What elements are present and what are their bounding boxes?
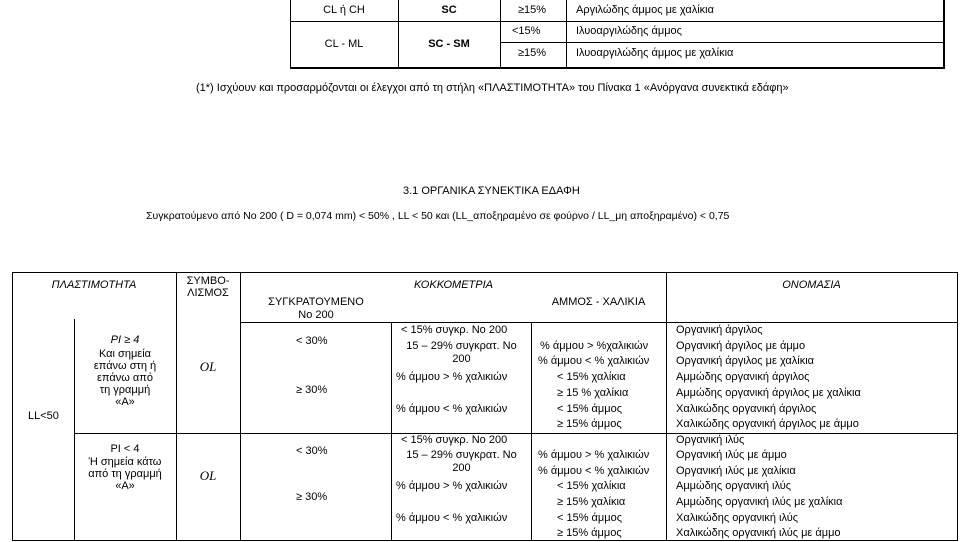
upper-name-row5: Αμμώδης οργανική άργιλος με χαλίκια [676,387,861,399]
lower-g1-row1: < 15% συγκρ. Νο 200 [401,434,508,446]
upper-name-row7: Χαλικώδης οργανική άργιλος με άμμο [676,418,859,430]
lower-g1-row2: 15 – 29% συγκρατ. Νο 200 [406,449,517,474]
upper-g2-row5: ≥ 15 % χαλίκια [557,387,629,399]
header-name: ΟΝΟΜΑΣΙΑ [782,279,841,291]
lower-g2-row7: ≥ 15% άμμος [557,527,622,539]
lower-g2-row4: < 15% χαλίκια [557,480,626,492]
top-symbol-1: SC [441,4,457,16]
pi-upper-desc: Και σημεία επάνω στη ή επάνω από τη γραμμή «Α» [93,348,157,408]
upper-g1-row4: % άμμου > % χαλικιών [396,371,508,383]
lower-name-row1: Οργανική ιλύς [676,434,745,446]
top-group-1: CL ή CH [323,4,365,16]
header-symbol: ΣΥΜΒΟ-ΛΙΣΜΟΣ [186,275,230,299]
section-description: Συγκρατούμενο από Νο 200 ( D = 0,074 mm) < 50% , LL < 50 και (LL_αποξηραμένο σε φούρνο / LL_μη αποξηραμένο) < 0,75 [146,210,730,222]
upper-g1-row1: < 15% συγκρ. Νο 200 [401,324,508,336]
header-retained: ΣΥΓΚΡΑΤΟΥΜΕΝΟ Νο 200 [268,296,364,321]
upper-name-row2: Οργανική άργιλος με άμμο [676,340,806,352]
lower-name-row2: Οργανική ιλύς με άμμο [676,449,787,461]
lower-name-row7: Χαλικώδης οργανική ιλύς με άμμο [676,527,841,539]
lower-g2-row3: % άμμου < % χαλικιών [538,465,650,477]
footnote: (1*) Ισχύουν και προσαρμόζονται οι έλεγχοι από τη στήλη «ΠΛΑΣΤΙΜΟΤΗΤΑ» του Πίνακα 1 «Ανόργανα συνεκτικά εδάφη» [196,82,789,94]
upper-g2-row4: < 15% χαλίκια [557,371,626,383]
upper-g1-row6: % άμμου < % χαλικιών [396,403,508,415]
top-pct-3: ≥15% [518,47,547,59]
upper-g2-row7: ≥ 15% άμμος [557,418,622,430]
upper-name-row6: Χαλικώδης οργανική άργιλος [676,403,817,415]
top-pct-2: <15% [512,25,541,37]
pi-lower-label: PI < 4 [110,443,140,455]
header-plasticity: ΠΛΑΣΤΙΜΟΤΗΤΑ [51,279,137,291]
upper-g1-row2: 15 – 29% συγκρατ. Νο 200 [406,340,517,365]
symbol-upper: OL [199,359,217,374]
header-gradation: ΚΟΚΚΟΜΕΤΡΙΑ [413,279,494,291]
lower-name-row5: Αμμώδης οργανική ιλύς με χαλίκια [676,496,843,508]
retained-lower-a: < 30% [296,445,328,457]
pi-upper-label: PI ≥ 4 [110,334,140,346]
pi-lower-desc: Ή σημεία κάτω από τη γραμμή «Α» [88,456,162,492]
lower-g1-row6: % άμμου < % χαλικιών [396,512,508,524]
upper-g2-row3: % άμμου < % χαλικιών [538,355,650,367]
upper-g2-row2: % άμμου > %χαλικιών [540,340,649,352]
ll-label: LL<50 [28,410,59,422]
retained-upper-a: < 30% [296,335,328,347]
lower-g2-row6: < 15% άμμος [557,512,623,524]
lower-name-row3: Οργανική ιλύς με χαλίκια [676,465,796,477]
top-name-2: Ιλυοαργιλώδης άμμος [576,25,682,37]
upper-name-row1: Οργανική άργιλος [676,324,763,336]
symbol-lower: OL [199,468,217,483]
top-pct-1: ≥15% [518,4,547,16]
top-symbol-2: SC - SM [428,38,470,50]
lower-g2-row2: % άμμου > % χαλικιών [538,449,650,461]
section-title: 3.1 ΟΡΓΑΝΙΚΑ ΣΥΝΕΚΤΙΚΑ ΕΔΑΦΗ [403,185,580,197]
upper-name-row4: Αμμώδης οργανική άργιλος [676,371,810,383]
top-name-1: Αργιλώδης άμμος με χαλίκια [576,4,714,16]
lower-g1-row4: % άμμου > % χαλικιών [396,480,508,492]
retained-lower-b: ≥ 30% [296,491,328,503]
upper-name-row3: Οργανική άργιλος με χαλίκια [676,355,815,367]
top-group-2: CL - ML [324,38,364,50]
lower-name-row4: Αμμώδης οργανική ιλύς [676,480,792,492]
upper-g2-row6: < 15% άμμος [557,403,623,415]
lower-name-row6: Χαλικώδης οργανική ιλύς [676,512,799,524]
header-sand-gravel: ΑΜΜΟΣ - ΧΑΛΙΚΙΑ [551,296,646,308]
retained-upper-b: ≥ 30% [296,384,328,396]
top-name-3: Ιλυοαργιλώδης άμμος με χαλίκια [576,47,734,59]
lower-g2-row5: ≥ 15% χαλίκια [557,496,626,508]
